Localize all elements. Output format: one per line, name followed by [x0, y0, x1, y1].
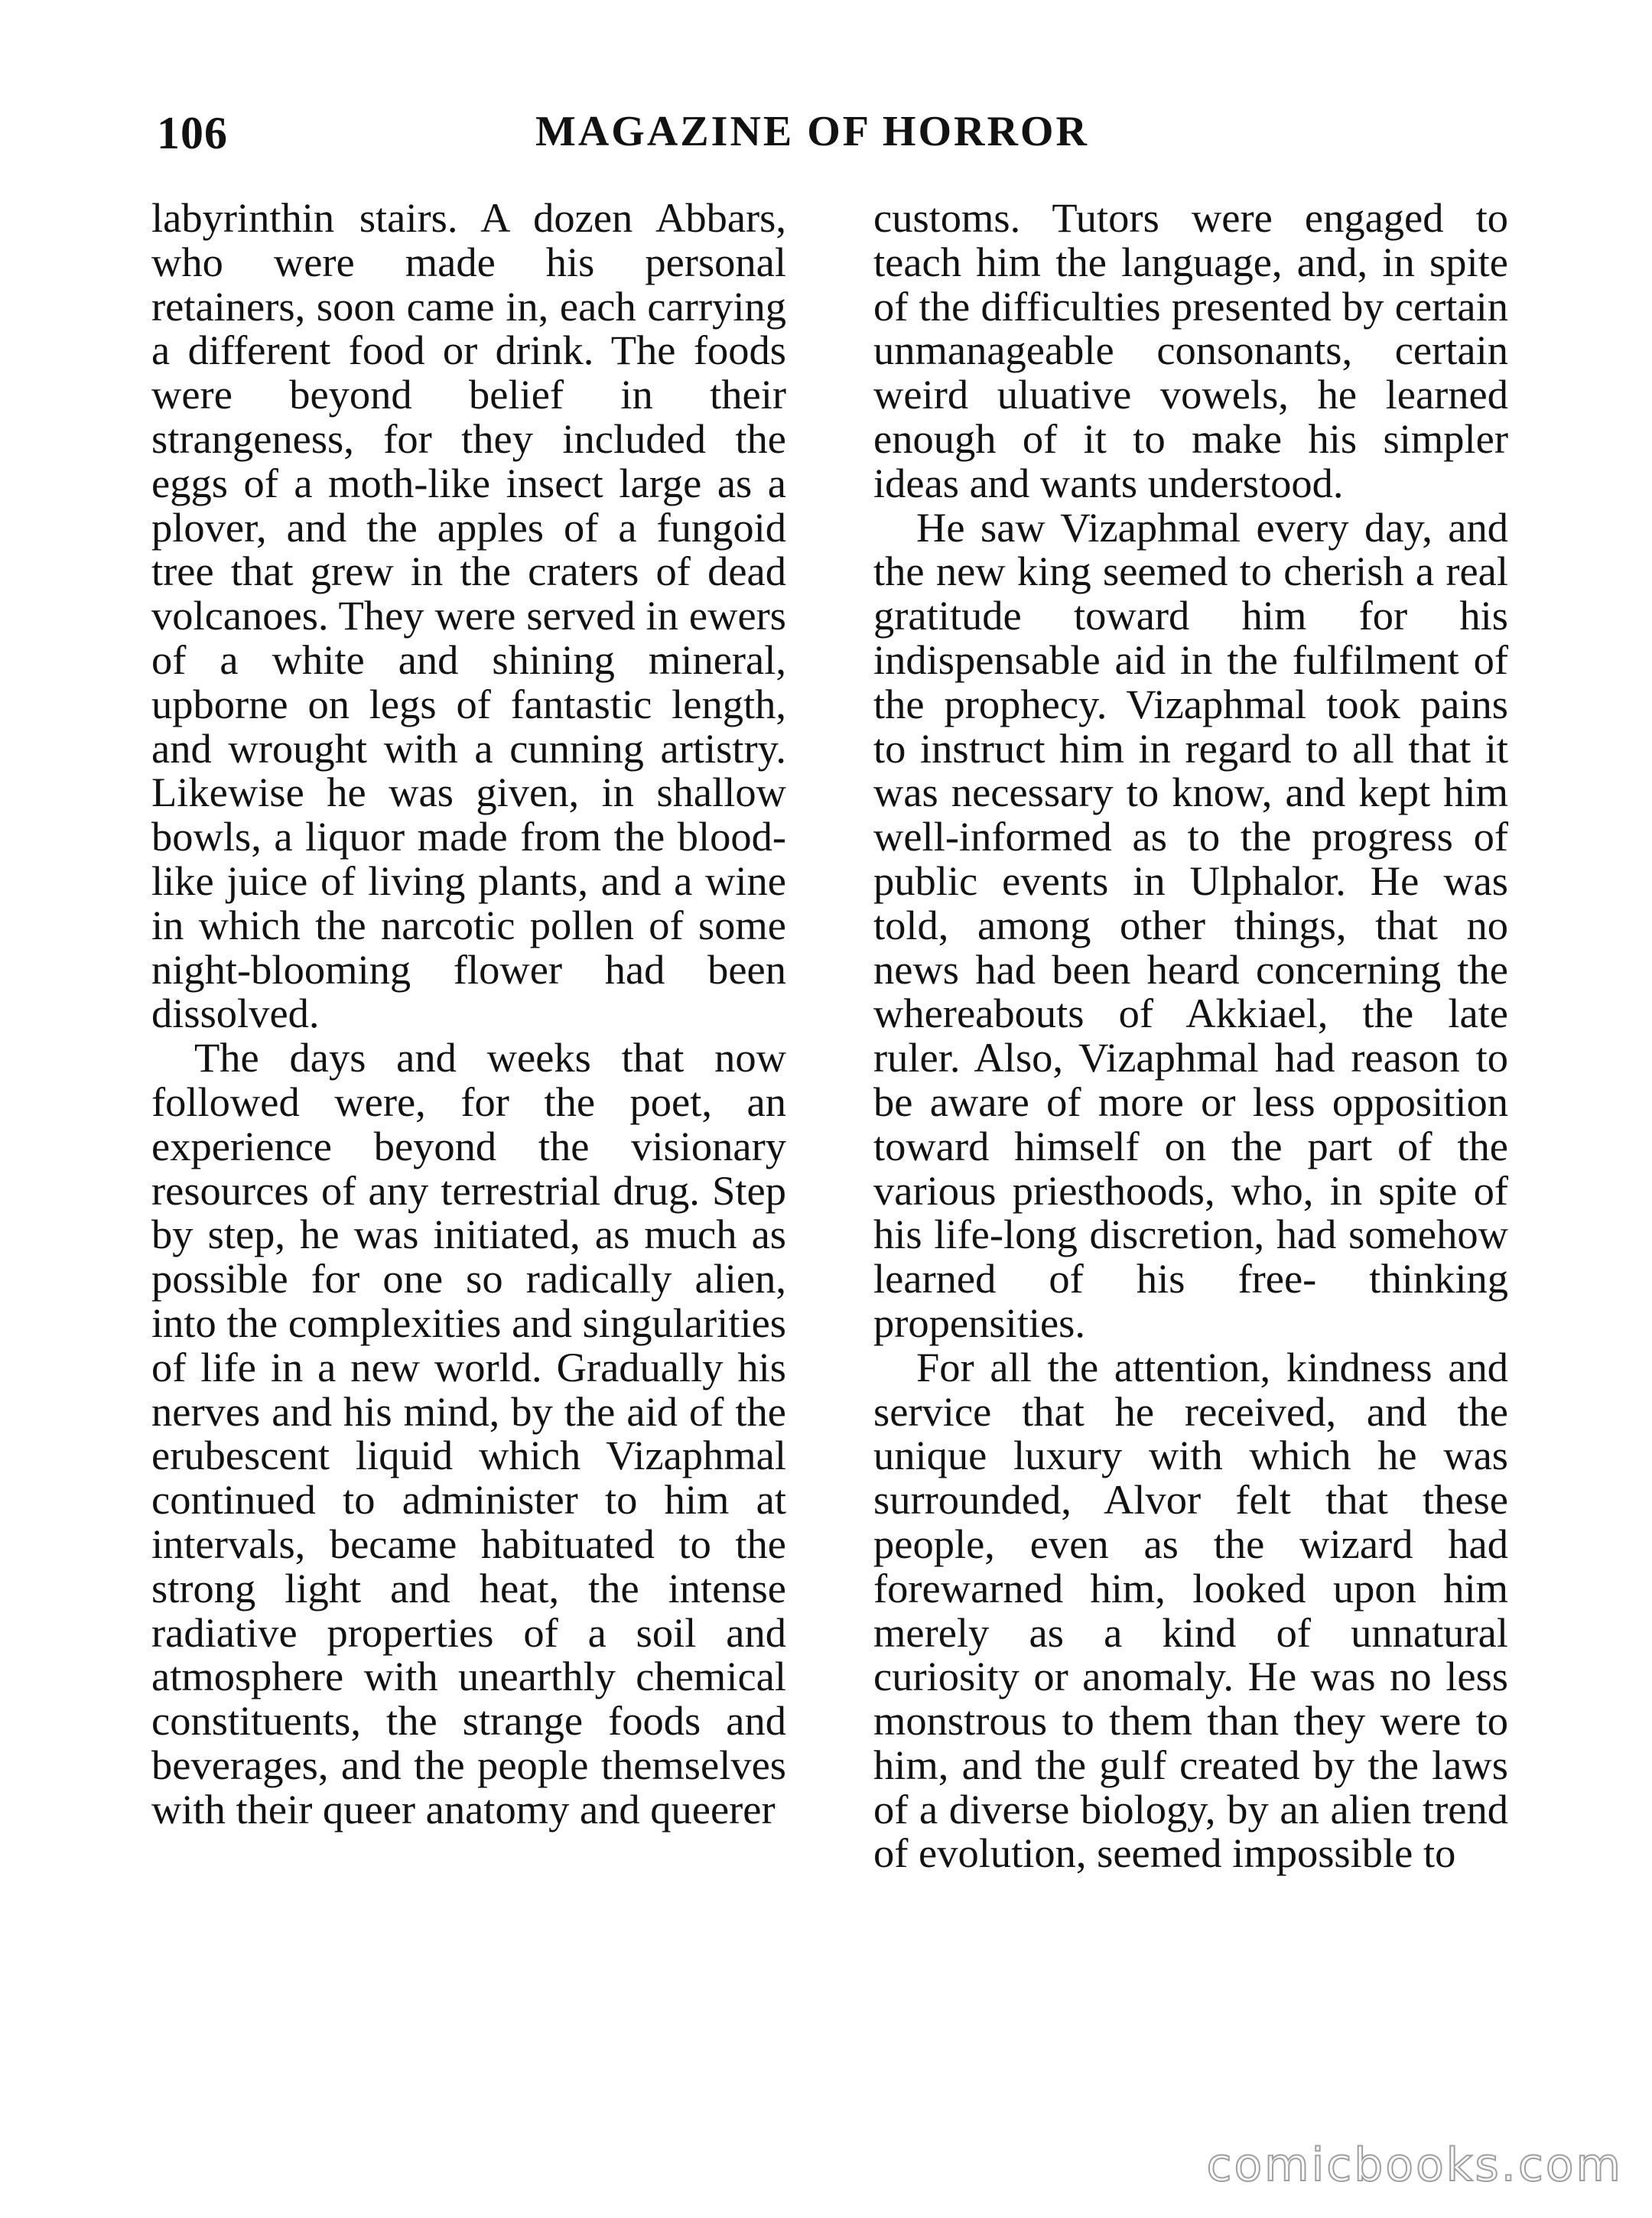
paragraph: labyrinthin stairs. A dozen Abbars, who were made his personal retainers, soon came in, each carrying a different food or drink. The foods were beyond belief in their strangeness, for they included the eggs of a moth-like insect large as a plover, and the apples of a fungoid tree that grew in the craters of dead volcanoes. They were served in ewers of a white and shining mineral, upborne on legs of fantastic length, and wrought with a cunning artistry. Likewise he was given, in shallow bowls, a liquor made from the blood-like juice of living plants, and a wine in which the narcotic pollen of some night-blooming flower had been dissolved.: [151, 194, 786, 1037]
watermark: comicbooks.com: [1206, 2138, 1623, 2192]
running-head: MAGAZINE OF HORROR: [535, 108, 1089, 155]
paragraph: customs. Tutors were engaged to teach him the language, and, in spite of the difficulties presented by certain unmanageable consonants, certain weird uluative vowels, he learned enough of it to make his simpler ideas and wants understood.: [873, 194, 1508, 506]
paragraph: For all the attention, kindness and service that he received, and the unique luxury with which he was surrounded, Alvor felt that these people, even as the wizard had forewarned him, looked upon him merely as a kind of unnatural curiosity or anomaly. He was no less monstrous to them than they were to him, and the gulf created by the laws of a diverse biology, by an alien trend of evolution, seemed impossible to: [873, 1343, 1508, 1877]
right-column: [873, 196, 1508, 1875]
left-column: [151, 196, 786, 1831]
paragraph: He saw Vizaphmal every day, and the new king seemed to cherish a real gratitude toward him for his indispensable aid in the fulfilment of the prophecy. Vizaphmal took pains to instruct him in regard to all that it was necessary to know, and kept him well-informed as to the progress of public events in Ulphalor. He was told, among other things, that no news had been heard concerning the whereabouts of Akkiael, the late ruler. Also, Vizaphmal had reason to be aware of more or less opposition toward himself on the part of the various priesthoods, who, in spite of his life-long discretion, had somehow learned of his free- thinking propensities.: [873, 503, 1508, 1346]
page-number: 106: [157, 108, 228, 158]
paragraph: The days and weeks that now followed were, for the poet, an experience beyond the visionary resources of any terrestrial drug. Step by step, he was initiated, as much as possible for one so radically alien, into the complexities and singularities of life in a new world. Gradually his nerves and his mind, by the aid of the erubescent liquid which Vizaphmal continued to administer to him at intervals, became habituated to the strong light and heat, the intense radiative properties of a soil and atmosphere with unearthly chemical constituents, the strange foods and beverages, and the people themselves with their queer anatomy and queerer: [151, 1034, 786, 1833]
